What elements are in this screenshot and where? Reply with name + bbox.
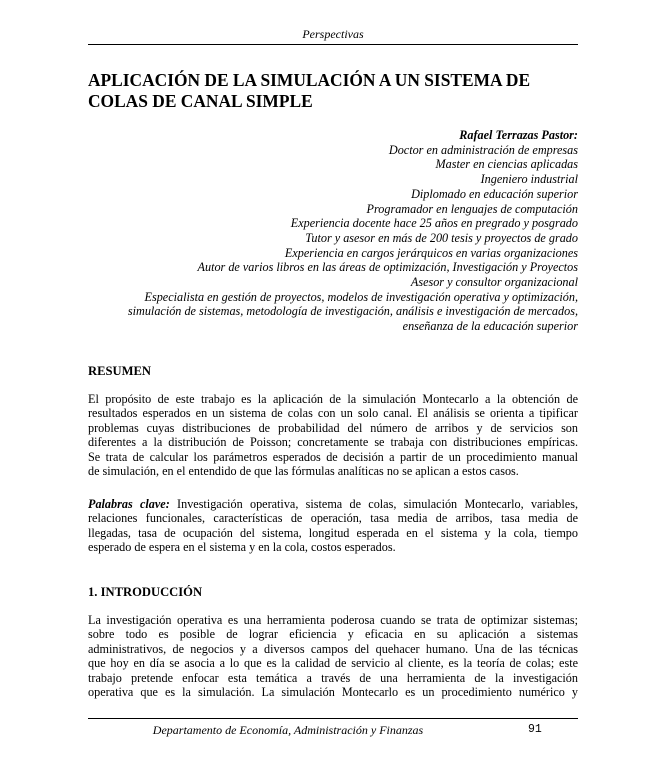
author-block: [58, 128, 578, 334]
text-line: trabajo pretende enfocar esta temática a través de una herramienta de la investigación: [88, 670, 578, 685]
author-credential: Especialista en gestión de proyectos, modelos de investigación operativa y optimización,: [144, 289, 578, 304]
author-credential: Autor de varios libros en las áreas de optimización, Investigación y Proyectos: [197, 260, 578, 275]
header-rule: [88, 44, 578, 45]
page-number: 91: [528, 723, 542, 736]
text-line: El propósito de este trabajo es la aplicación de la simulación Montecarlo a la obtención de: [88, 392, 578, 406]
title-line-1: APLICACIÓN DE LA SIMULACIÓN A UN SISTEMA DE: [88, 70, 531, 90]
author-credential: Doctor en administración de empresas: [388, 142, 578, 157]
author-credential: Experiencia en cargos jerárquicos en varias organizaciones: [284, 245, 578, 260]
author-credential: Asesor y consultor organizacional: [410, 275, 578, 290]
paper-title: [88, 70, 578, 112]
text-line: administrativos, de negocios y a diversos campos del quehacer humano. Una de las técnicas: [88, 641, 578, 656]
text-line: llegadas, tasa de ocupación del sistema, longitud esperada en el sistema y la cola, tiempo: [88, 525, 578, 540]
text-line: operativa que es la simulación. La simulación Montecarlo es un procedimiento numérico y: [88, 685, 578, 700]
author-name: Rafael Terrazas Pastor:: [459, 128, 578, 142]
footer-rule: [88, 718, 578, 719]
title-line-2: COLAS DE CANAL SIMPLE: [88, 91, 313, 111]
text-line: sobre todo es posible de lograr eficiencia y eficacia en su aplicación a sistemas: [88, 627, 578, 642]
running-head: Perspectivas: [302, 27, 364, 41]
footer-department: Departamento de Economía, Administración y Finanzas: [152, 723, 424, 737]
text-line: de simulación, en el entendido de que las fórmulas analíticas no se aplican a estos casos.: [88, 464, 519, 479]
author-credential: Tutor y asesor en más de 200 tesis y proyectos de grado: [305, 230, 578, 245]
resumen-paragraph: [88, 392, 578, 478]
text-line: Se trata de calcular los parámetros esperados de decisión a partir de un procedimiento manual: [88, 449, 578, 464]
text-line: relaciones funcionales, características de operación, tasa media de arribos, tasa media de: [88, 511, 578, 526]
keywords-label: Palabras clave:: [88, 497, 170, 511]
author-credential: Ingeniero industrial: [480, 172, 578, 187]
resumen-heading: RESUMEN: [88, 364, 151, 378]
keywords-first-text: Investigación operativa, sistema de colas, simulación Montecarlo, variables,: [169, 497, 578, 511]
author-credential: simulación de sistemas, metodología de investigación, análisis e investigación de mercados,: [127, 304, 578, 319]
author-credential: Programador en lenguajes de computación: [366, 201, 578, 216]
author-credential: Experiencia docente hace 25 años en pregrado y posgrado: [290, 216, 578, 231]
keywords-paragraph: [88, 497, 578, 555]
keywords-first-line: [88, 497, 578, 511]
text-line: diferentes a la distribución de Poisson; concretamente se trabaja con distribuciones empíricas.: [88, 435, 578, 450]
text-line: esperado de espera en el sistema y en la cola, costos esperados.: [88, 540, 396, 555]
text-line: que hoy en día se asocia a lo que es la calidad de servicio al cliente, es la teoría de colas; este: [88, 656, 578, 671]
text-line: resultados esperados en un sistema de colas con un solo canal. El análisis se orienta a tipificar: [88, 406, 578, 421]
text-line: problemas cuyas distribuciones de probabilidad del número de arribos y de servicios son: [88, 420, 578, 435]
introduccion-heading: 1. INTRODUCCIÓN: [88, 585, 203, 599]
text-line: La investigación operativa es una herramienta poderosa cuando se trata de optimizar sistemas;: [88, 613, 578, 627]
author-credential: enseñanza de la educación superior: [402, 319, 578, 334]
author-credential: Diplomado en educación superior: [411, 186, 578, 201]
author-credential: Master en ciencias aplicadas: [435, 157, 578, 172]
introduccion-paragraph: [88, 613, 578, 699]
